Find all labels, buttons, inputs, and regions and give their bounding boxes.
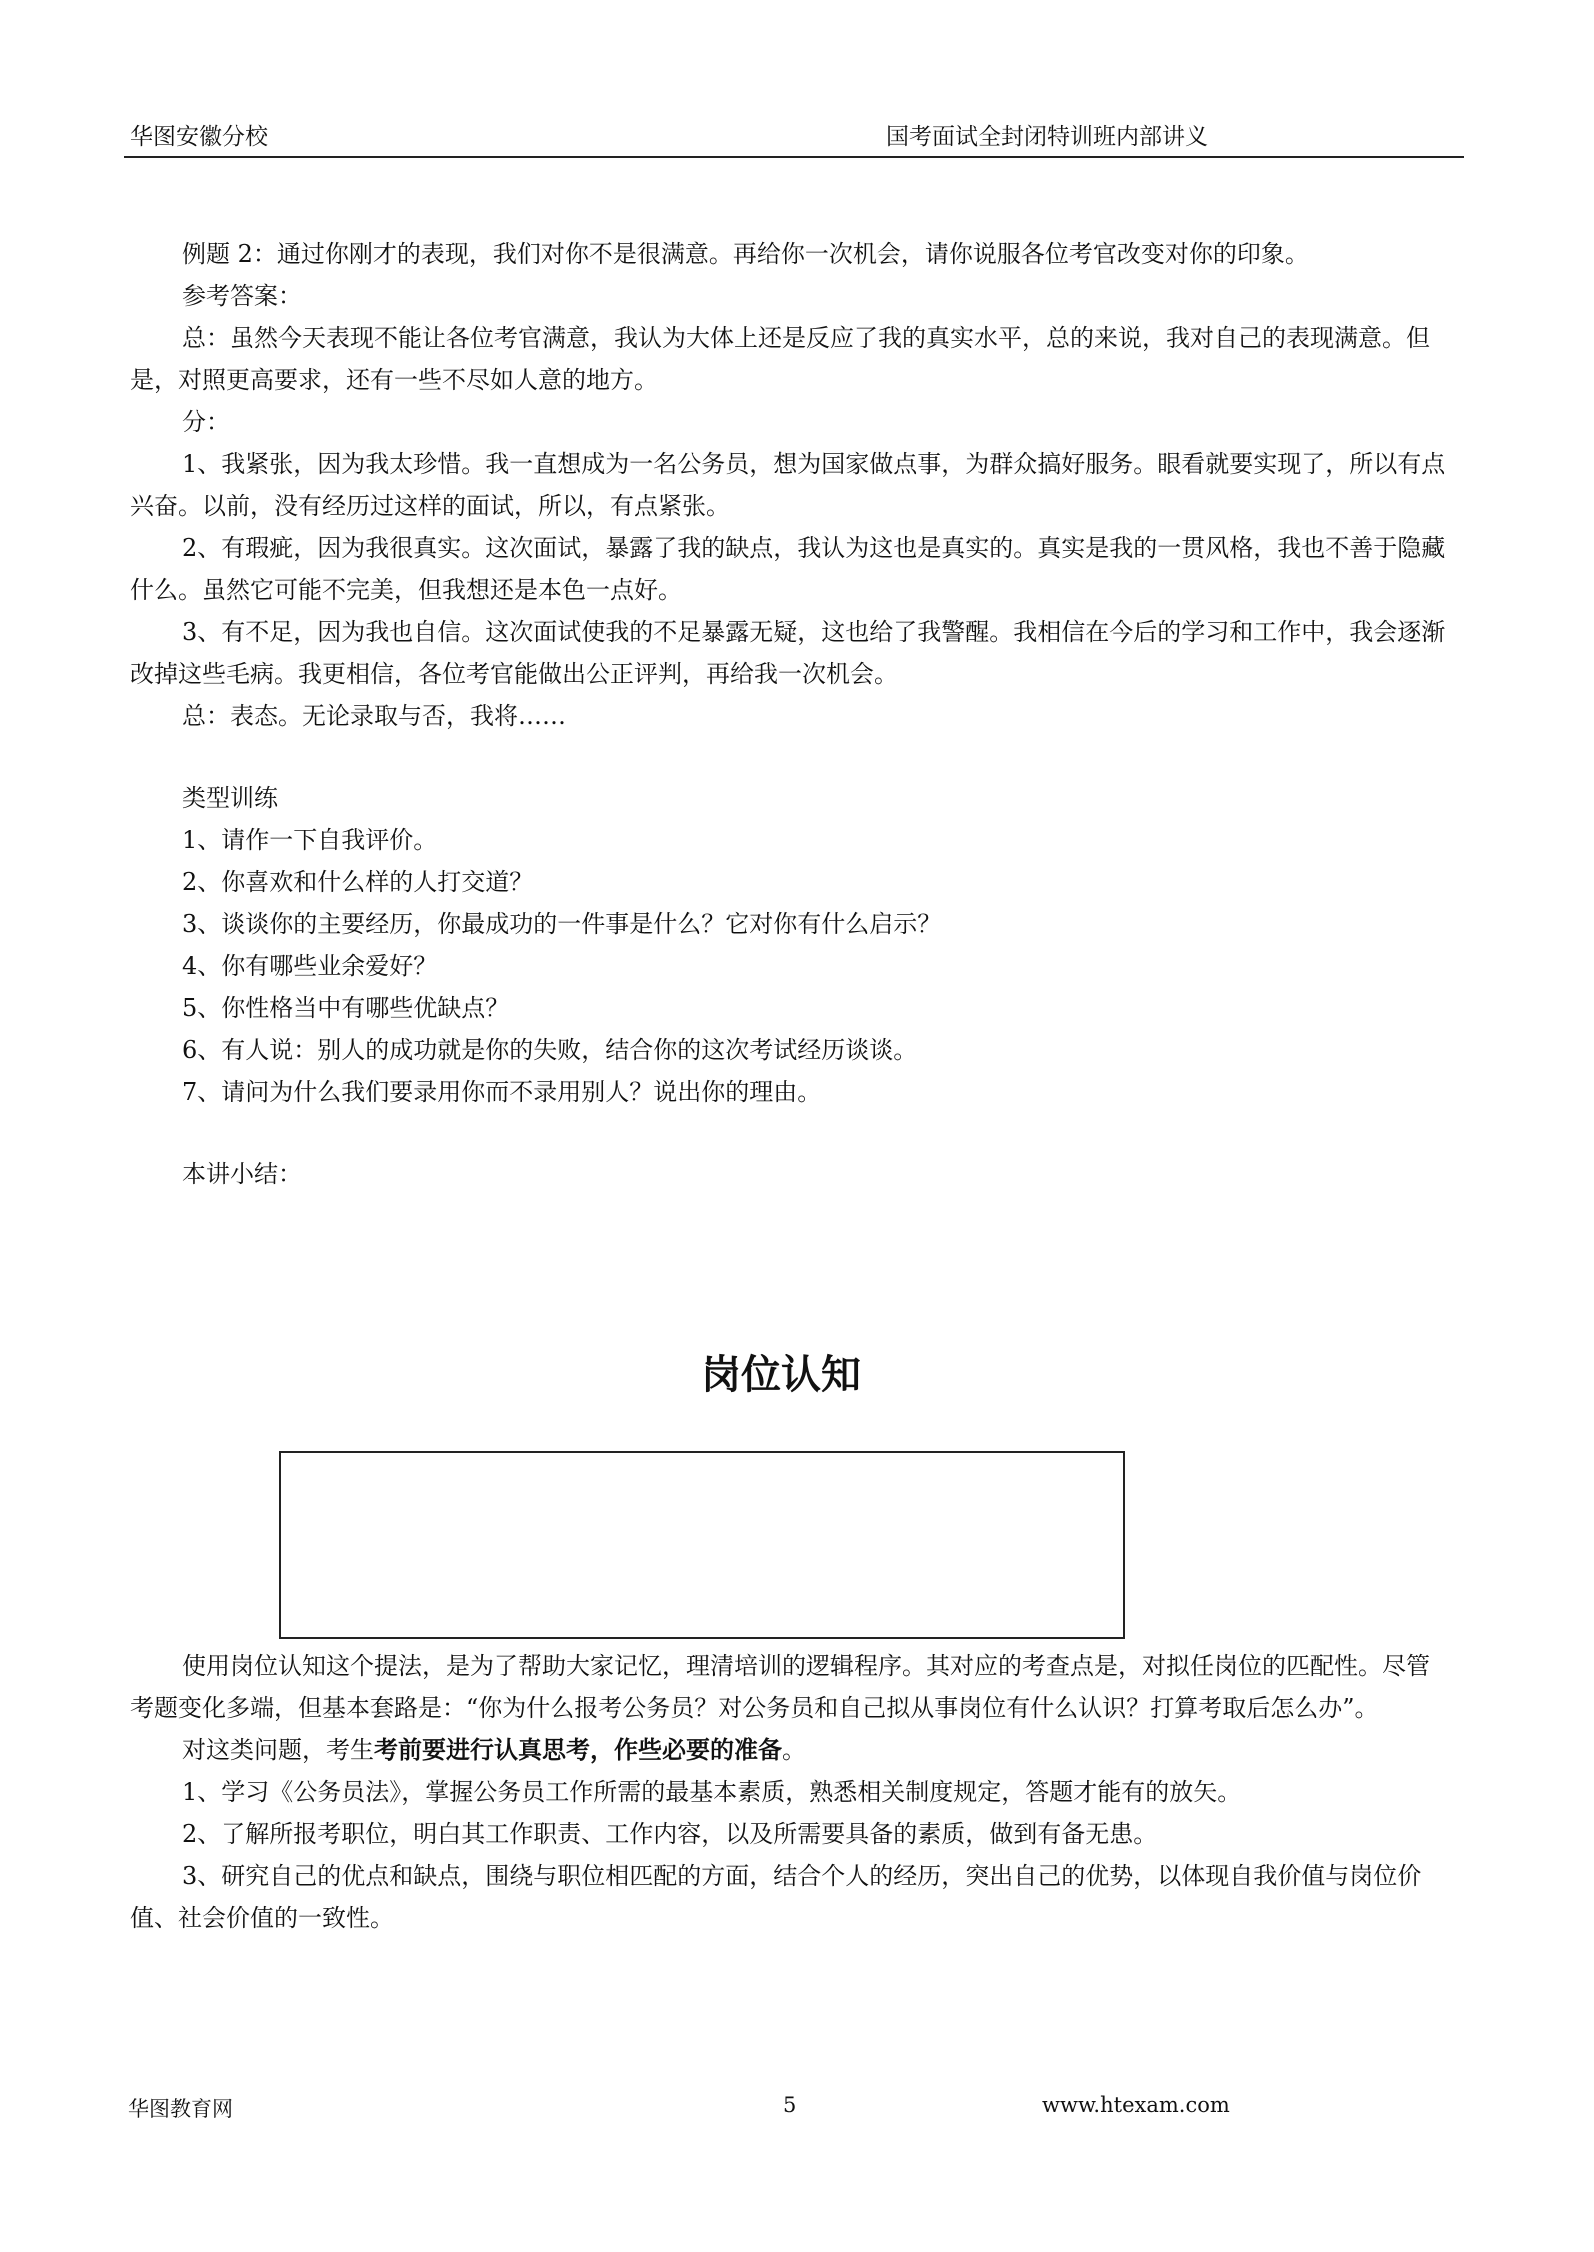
blank-note-box — [279, 1451, 1125, 1639]
training-title: 类型训练 — [182, 784, 278, 812]
training-item: 1、请作一下自我评价。 — [182, 826, 438, 854]
training-item: 5、你性格当中有哪些优缺点？ — [182, 994, 510, 1022]
preparation-prefix: 对这类问题，考生 — [182, 1736, 374, 1764]
spacer — [130, 1113, 1452, 1153]
page-number: 5 — [783, 2093, 797, 2117]
answer-divide-label: 分： — [182, 408, 230, 436]
preparation-suffix: 。 — [782, 1736, 806, 1764]
footer-url: www.htexam.com — [1042, 2093, 1230, 2117]
training-item: 3、谈谈你的主要经历，你最成功的一件事是什么？它对你有什么启示？ — [182, 910, 942, 938]
answer-label: 参考答案： — [182, 282, 302, 310]
training-item: 2、你喜欢和什么样的人打交道？ — [182, 868, 534, 896]
header-school-name: 华图安徽分校 — [130, 124, 268, 150]
lecture-summary-label: 本讲小结： — [182, 1160, 302, 1188]
spacer — [130, 1195, 1452, 1345]
preparation-emphasis: 考前要进行认真思考，作些必要的准备 — [374, 1735, 782, 1764]
training-item: 6、有人说：别人的成功就是你的失败，结合你的这次考试经历谈谈。 — [182, 1036, 918, 1064]
preparation-note — [130, 1729, 1452, 1771]
document-body — [130, 233, 1452, 1939]
section-intro: 使用岗位认知这个提法，是为了帮助大家记忆，理清培训的逻辑程序。其对应的考查点是，对拟任岗位的匹配性。尽管考题变化多端，但基本套路是：“你为什么报考公务员？对公务员和自己拟从事岗位有什么认识？打算考取后怎么办”。 — [130, 1652, 1430, 1722]
answer-point: 3、有不足，因为我也自信。这次面试使我的不足暴露无疑，这也给了我警醒。我相信在今后的学习和工作中，我会逐渐改掉这些毛病。我更相信，各位考官能做出公正评判，再给我一次机会。 — [130, 618, 1446, 688]
preparation-step: 1、学习《公务员法》，掌握公务员工作所需的最基本素质，熟悉相关制度规定，答题才能有的放矢。 — [182, 1778, 1242, 1806]
section-title: 岗位认知 — [701, 1351, 861, 1398]
preparation-step: 3、研究自己的优点和缺点，围绕与职位相匹配的方面，结合个人的经历，突出自己的优势，以体现自我价值与岗位价值、社会价值的一致性。 — [130, 1862, 1422, 1932]
header-document-title: 国考面试全封闭特训班内部讲义 — [886, 124, 1208, 150]
answer-point: 2、有瑕疵，因为我很真实。这次面试，暴露了我的缺点，我认为这也是真实的。真实是我的一贯风格，我也不善于隐藏什么。虽然它可能不完美，但我想还是本色一点好。 — [130, 534, 1446, 604]
answer-point: 1、我紧张，因为我太珍惜。我一直想成为一名公务员，想为国家做点事，为群众搞好服务。眼看就要实现了，所以有点兴奋。以前，没有经历过这样的面试，所以，有点紧张。 — [130, 450, 1446, 520]
answer-summary-open: 总：虽然今天表现不能让各位考官满意，我认为大体上还是反应了我的真实水平，总的来说，我对自己的表现满意。但是，对照更高要求，还有一些不尽如人意的地方。 — [130, 324, 1430, 394]
example-question: 例题 2：通过你刚才的表现，我们对你不是很满意。再给你一次机会，请你说服各位考官改变对你的印象。 — [182, 240, 1309, 268]
footer-site-name: 华图教育网 — [128, 2097, 233, 2121]
training-item: 7、请问为什么我们要录用你而不录用别人？说出你的理由。 — [182, 1078, 822, 1106]
preparation-step: 2、了解所报考职位，明白其工作职责、工作内容，以及所需要具备的素质，做到有备无患。 — [182, 1820, 1158, 1848]
training-item: 4、你有哪些业余爱好？ — [182, 952, 438, 980]
spacer — [130, 737, 1452, 777]
page-header — [124, 118, 1464, 158]
answer-summary-close: 总：表态。无论录取与否，我将…… — [182, 702, 566, 730]
